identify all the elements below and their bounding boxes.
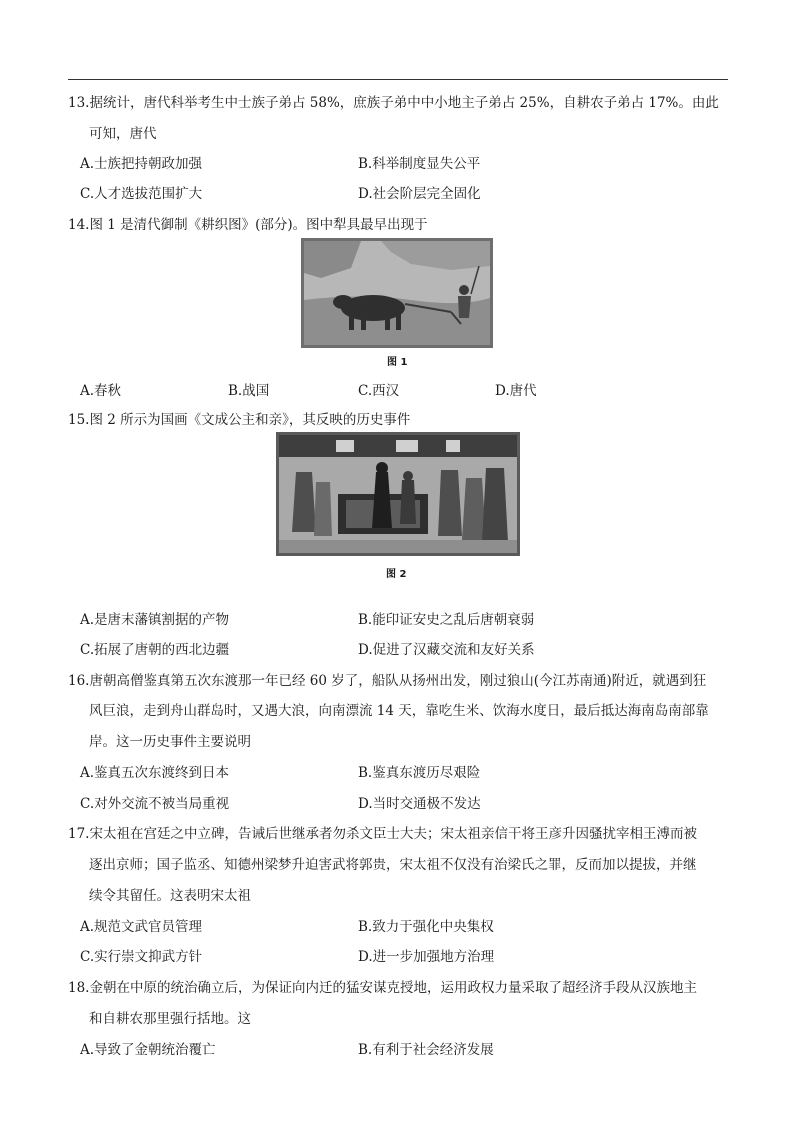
q14-option-d[interactable]: D.唐代 [495,383,537,399]
q15-option-b[interactable]: B.能印证安史之乱后唐朝衰弱 [358,612,535,628]
figure-1-caption: 图 1 [387,357,408,368]
q16-option-d[interactable]: D.当时交通极不发达 [358,796,481,812]
q13-stem-line1: 13.据统计，唐代科举考生中士族子弟占 58%，庶族子弟中中小地主子弟占 25%，自耕农子弟占 17%。由此 [68,95,719,111]
q14-stem: 14.图 1 是清代御制《耕织图》(部分)。图中犁具最早出现于 [68,217,428,233]
q18-stem-line1: 18.金朝在中原的统治确立后，为保证向内迁的猛安谋克授地，运用政权力量采取了超经济手段从汉族地主 [68,980,697,996]
q18-stem-line2: 和自耕农那里强行括地。这 [89,1011,251,1027]
q13-option-b[interactable]: B.科举制度显失公平 [358,156,481,172]
q17-stem-line3: 续令其留任。这表明宋太祖 [89,888,251,904]
figure-2-princess-wencheng-image [276,432,520,556]
header-rule [68,79,728,80]
q16-option-a[interactable]: A.鉴真五次东渡终到日本 [80,765,230,781]
q13-option-d[interactable]: D.社会阶层完全固化 [358,186,481,202]
q13-option-a[interactable]: A.士族把持朝政加强 [80,156,203,172]
q13-stem-line2: 可知，唐代 [89,126,157,142]
q16-option-b[interactable]: B.鉴真东渡历尽艰险 [358,765,481,781]
q15-option-a[interactable]: A.是唐末藩镇割据的产物 [80,612,230,628]
figure-1-plowing-image [301,238,493,348]
q17-stem-line2: 逐出京师；国子监丞、知德州梁梦升迫害武将郭贵，宋太祖不仅没有治梁氏之罪，反而加以提拔，并继 [89,857,697,873]
q16-stem-line1: 16.唐朝高僧鉴真第五次东渡那一年已经 60 岁了，船队从扬州出发，刚过狼山(今江苏南通)附近，就遇到狂 [68,673,707,689]
q13-option-c[interactable]: C.人才选拔范围扩大 [80,186,203,202]
q16-stem-line2: 风巨浪，走到舟山群岛时，又遇大浪，向南漂流 14 天，靠吃生米、饮海水度日，最后抵达海南岛南部靠 [89,703,709,719]
q16-stem-line3: 岸。这一历史事件主要说明 [89,734,251,750]
figure-2-caption: 图 2 [386,569,407,580]
q14-option-b[interactable]: B.战国 [228,383,270,399]
q17-option-c[interactable]: C.实行崇文抑武方针 [80,949,203,965]
q15-option-d[interactable]: D.促进了汉藏交流和友好关系 [358,642,535,658]
q17-option-d[interactable]: D.进一步加强地方治理 [358,949,495,965]
q17-option-a[interactable]: A.规范文武官员管理 [80,919,203,935]
q14-option-c[interactable]: C.西汉 [358,383,400,399]
q14-option-a[interactable]: A.春秋 [80,383,122,399]
q15-stem: 15.图 2 所示为国画《文成公主和亲》，其反映的历史事件 [68,412,411,428]
q16-option-c[interactable]: C.对外交流不被当局重视 [80,796,230,812]
q15-option-c[interactable]: C.拓展了唐朝的西北边疆 [80,642,230,658]
q18-option-a[interactable]: A.导致了金朝统治覆亡 [80,1042,216,1058]
q18-option-b[interactable]: B.有利于社会经济发展 [358,1042,494,1058]
q17-option-b[interactable]: B.致力于强化中央集权 [358,919,494,935]
q17-stem-line1: 17.宋太祖在宫廷之中立碑，告诫后世继承者勿杀文臣士大夫；宋太祖亲信干将王彦升因骚扰宰相王溥而被 [68,826,697,842]
